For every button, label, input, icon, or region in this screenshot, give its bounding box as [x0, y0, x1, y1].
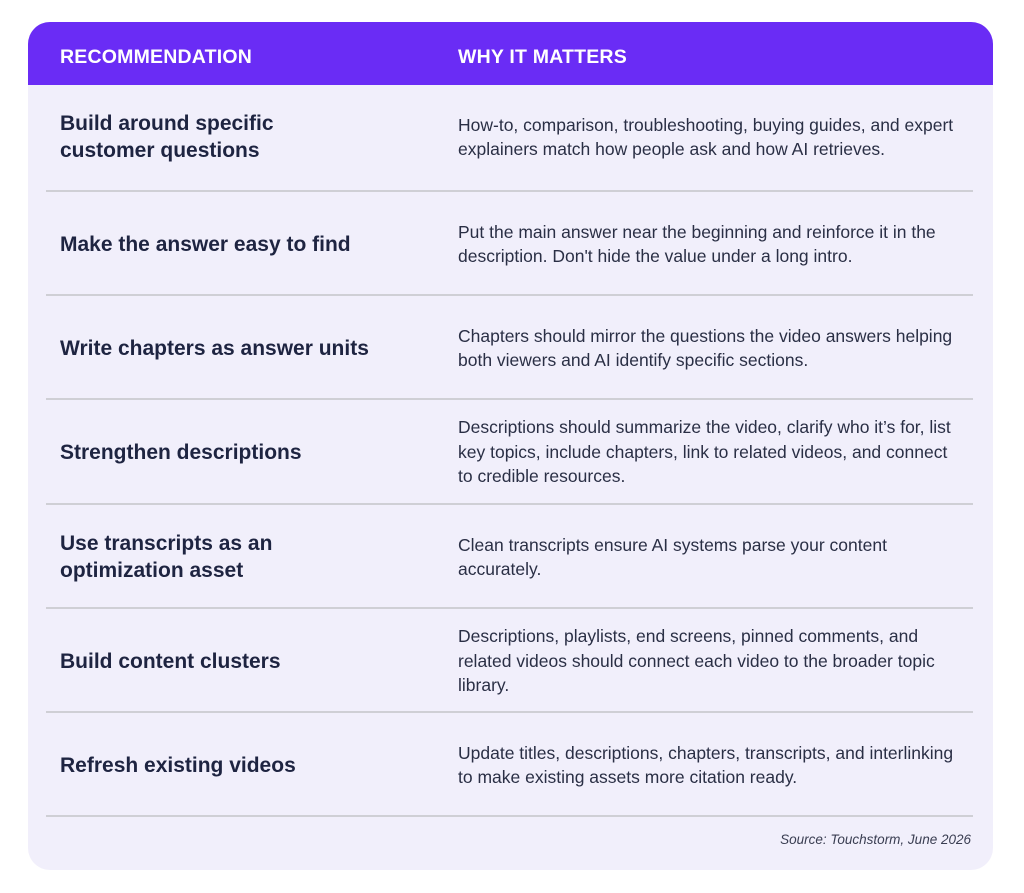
recommendation-cell: [60, 296, 430, 400]
recommendation-cell: [60, 192, 430, 296]
why-cell: [458, 192, 958, 296]
table-row: [28, 505, 993, 609]
recommendation-text: Make the answer easy to find: [60, 232, 351, 256]
source-caption: Source: Touchstorm, June 2026: [780, 832, 971, 847]
why-cell: [458, 713, 958, 817]
why-cell: [458, 85, 958, 189]
why-text: Chapters should mirror the questions the video answers helping both viewers and AI identify specific sections.: [458, 325, 953, 370]
why-cell: [458, 400, 958, 504]
why-text: Descriptions, playlists, end screens, pinned comments, and related videos should connect each video to the broader topic library.: [458, 626, 935, 696]
header-why-it-matters: WHY IT MATTERS: [458, 46, 627, 68]
table-header: [28, 22, 993, 85]
recommendation-cell: [60, 505, 430, 609]
recommendation-text: Use transcripts as an optimization asset: [60, 532, 273, 582]
header-recommendation: RECOMMENDATION: [60, 46, 253, 68]
why-text: How-to, comparison, troubleshooting, buying guides, and expert explainers match how people ask and how AI retrieves.: [458, 114, 954, 159]
why-text: Descriptions should summarize the video, clarify who it’s for, list key topics, include chapters, link to related videos, and connect to credible resources.: [458, 417, 951, 487]
recommendation-cell: [60, 713, 430, 817]
why-text: Clean transcripts ensure AI systems parse your content accurately.: [458, 534, 887, 579]
table-row: [28, 400, 993, 504]
why-cell: [458, 505, 958, 609]
recommendation-cell: [60, 609, 430, 713]
recommendation-text: Build around specific customer questions: [60, 112, 274, 162]
table-row: [28, 85, 993, 189]
recommendation-text: Strengthen descriptions: [60, 440, 302, 464]
recommendation-text: Refresh existing videos: [60, 753, 296, 777]
table-row: [28, 609, 993, 713]
row-divider: [46, 815, 973, 817]
why-text: Put the main answer near the beginning and reinforce it in the description. Don't hide the value under a long intro.: [458, 221, 936, 266]
table-row: [28, 713, 993, 817]
recommendation-cell: [60, 85, 430, 189]
recommendations-table: [28, 22, 993, 870]
table-row: [28, 192, 993, 296]
table-row: [28, 296, 993, 400]
recommendation-text: Build content clusters: [60, 649, 281, 673]
why-cell: [458, 609, 958, 713]
why-text: Update titles, descriptions, chapters, transcripts, and interlinking to make existing assets more citation ready.: [458, 742, 954, 787]
why-cell: [458, 296, 958, 400]
recommendation-text: Write chapters as answer units: [60, 336, 369, 360]
recommendation-cell: [60, 400, 430, 504]
